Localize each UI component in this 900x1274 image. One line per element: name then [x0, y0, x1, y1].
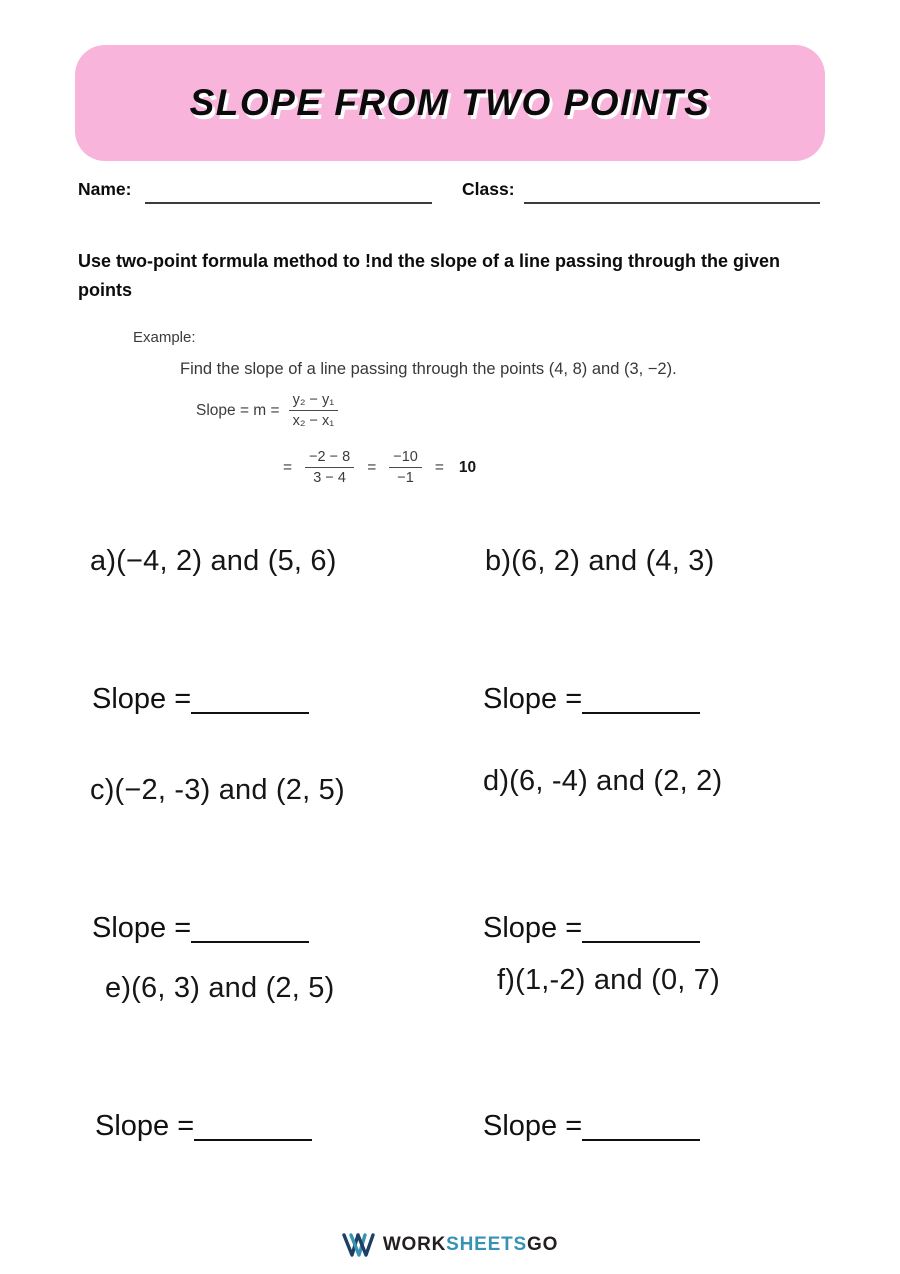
formula-denominator: x₂ − x₁	[292, 413, 335, 429]
problem-c: c)(−2, -3) and (2, 5)	[90, 774, 345, 806]
step2-denominator: −1	[397, 470, 414, 486]
problem-f: f)(1,-2) and (0, 7)	[497, 964, 720, 996]
slope-answer-d	[483, 912, 700, 945]
slope-label: Slope =	[92, 683, 192, 715]
slope-answer-e	[95, 1110, 312, 1143]
answer-blank-line	[191, 941, 309, 944]
slope-label: Slope =	[483, 683, 583, 715]
formula-fraction	[289, 392, 339, 430]
brand-go: GO	[527, 1234, 559, 1255]
worksheetsgo-logo-icon	[342, 1233, 376, 1257]
answer-blank-line	[194, 1139, 312, 1142]
slope-formula	[196, 392, 338, 430]
problem-e: e)(6, 3) and (2, 5)	[105, 972, 335, 1004]
equals-sign: =	[283, 459, 293, 476]
slope-answer-f	[483, 1110, 700, 1143]
slope-label: Slope =	[483, 912, 583, 944]
name-label: Name:	[78, 179, 132, 199]
answer-blank-line	[191, 712, 309, 715]
problem-d: d)(6, -4) and (2, 2)	[483, 765, 723, 797]
class-fill-line	[524, 202, 820, 204]
brand-work: WORK	[382, 1234, 447, 1255]
page-title: SLOPE FROM TWO POINTS	[189, 82, 711, 123]
answer-blank-line	[582, 941, 700, 944]
formula-lhs: Slope = m =	[196, 402, 280, 419]
brand-sheets: SHEETS	[446, 1234, 527, 1255]
slope-answer-c	[92, 912, 309, 945]
answer-blank-line	[582, 712, 700, 715]
problem-b: b)(6, 2) and (4, 3)	[485, 545, 715, 577]
answer-blank-line	[582, 1139, 700, 1142]
slope-answer-b	[483, 683, 700, 716]
slope-label: Slope =	[483, 1110, 583, 1142]
equals-sign: =	[434, 459, 444, 476]
step1-numerator: −2 − 8	[305, 449, 354, 468]
brand-wordmark	[383, 1234, 558, 1256]
formula-numerator: y₂ − y₁	[289, 392, 339, 411]
example-label: Example:	[133, 329, 196, 346]
example-calculation	[283, 449, 476, 487]
problem-a: a)(−4, 2) and (5, 6)	[90, 545, 337, 577]
class-label: Class:	[462, 179, 515, 199]
equals-sign: =	[367, 459, 377, 476]
title-banner	[75, 45, 825, 161]
step2-numerator: −10	[389, 449, 422, 468]
slope-answer-a	[92, 683, 309, 716]
slope-label: Slope =	[95, 1110, 195, 1142]
name-fill-line	[145, 202, 432, 204]
example-result: 10	[458, 459, 477, 476]
step1-denominator: 3 − 4	[313, 470, 346, 486]
step1-fraction	[305, 449, 354, 487]
step2-fraction	[389, 449, 422, 487]
example-prompt: Find the slope of a line passing through the points (4, 8) and (3, −2).	[180, 360, 677, 378]
footer-brand	[0, 1233, 900, 1257]
instructions-text: Use two-point formula method to !nd the slope of a line passing through the given points	[78, 251, 780, 300]
slope-label: Slope =	[92, 912, 192, 944]
